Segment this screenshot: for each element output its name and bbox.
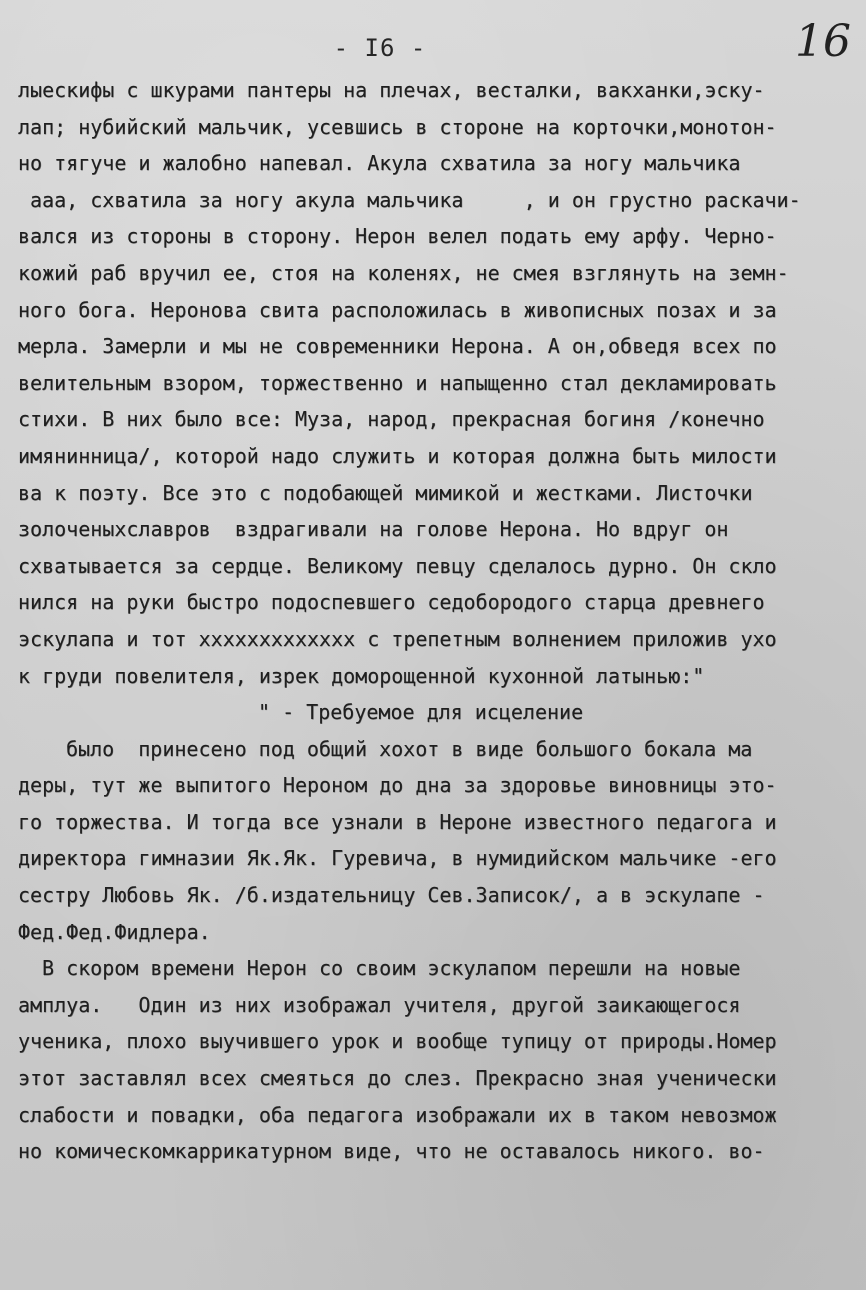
- text-line: ученика, плохо выучившего урок и вообще тупицу от природы.Номер: [18, 1029, 777, 1054]
- text-line: стихи. В них было все: Муза, народ, прекрасная богиня /конечно: [18, 407, 765, 432]
- text-line: Фед.Фед.Фидлера.: [18, 919, 211, 944]
- text-line: " - Требуемое для исцеление: [258, 700, 584, 725]
- text-line: амплуа. Один из них изображал учителя, другой заикающегося: [18, 992, 741, 1017]
- text-body: [18, 72, 862, 1170]
- handwritten-page-number: 16: [795, 16, 851, 67]
- text-line: го торжества. И тогда все узнали в Нероне известного педагога и: [18, 809, 777, 834]
- text-line: имянинница/, которой надо служить и которая должна быть милости: [18, 443, 777, 468]
- text-line: было принесено под общий хохот в виде большого бокала ма: [66, 736, 753, 761]
- text-line: этот заставлял всех смеяться до слез. Прекрасно зная ученически: [18, 1066, 777, 1091]
- text-line: ва к поэту. Все это с подобающей мимикой и жестками. Листочки: [18, 480, 753, 505]
- text-line: но тягуче и жалобно напевал. Акула схватила за ногу мальчика: [18, 151, 741, 176]
- text-line: велительным взором, торжественно и напыщенно стал декламировать: [18, 370, 777, 395]
- text-line: лап; нубийский мальчик, усевшись в стороне на корточки,монотон-: [18, 114, 777, 139]
- text-line: лыескифы с шкурами пантеры на плечах, весталки, вакханки,эску-: [18, 78, 765, 102]
- text-line: но комическомкаррикатурном виде, что не оставалось никого. во-: [18, 1139, 765, 1164]
- text-line: эскулапа и тот xxxxxxxxxxxxx с трепетным волнением приложив ухо: [18, 626, 777, 651]
- text-line: к груди повелителя, изрек доморощенной кухонной латынью:": [18, 663, 705, 688]
- text-line: В скором времени Нерон со своим эскулапом перешли на новые: [42, 956, 741, 981]
- text-line: сестру Любовь Як. /б.издательницу Сев.Записок/, а в эскулапе -: [18, 883, 765, 908]
- text-line: деры, тут же выпитого Нероном до дна за здоровье виновницы это-: [18, 773, 777, 798]
- text-line: слабости и повадки, оба педагога изображали их в таком невозмож: [18, 1102, 777, 1127]
- text-line: золоченыхславров вздрагивали на голове Нерона. Но вдруг он: [18, 517, 729, 542]
- text-line: нился на руки быстро подоспевшего седобородого старца древнего: [18, 590, 765, 615]
- page-number: - I6 -: [333, 34, 427, 62]
- text-line: кожий раб вручил ее, стоя на коленях, не смея взглянуть на земн-: [18, 260, 789, 285]
- text-line: ааа, схватила за ногу акула мальчика , и он грустно раскачи-: [30, 187, 801, 212]
- text-line: директора гимназии Як.Як. Гуревича, в нумидийском мальчике -его: [18, 846, 777, 871]
- text-line: ного бога. Неронова свита расположилась в живописных позах и за: [18, 297, 777, 322]
- text-line: схватывается за сердце. Великому певцу сделалось дурно. Он скло: [18, 553, 777, 578]
- text-line: вался из стороны в сторону. Нерон велел подать ему арфу. Черно-: [18, 224, 777, 249]
- text-line: мерла. Замерли и мы не современники Нерона. А он,обведя всех по: [18, 334, 777, 359]
